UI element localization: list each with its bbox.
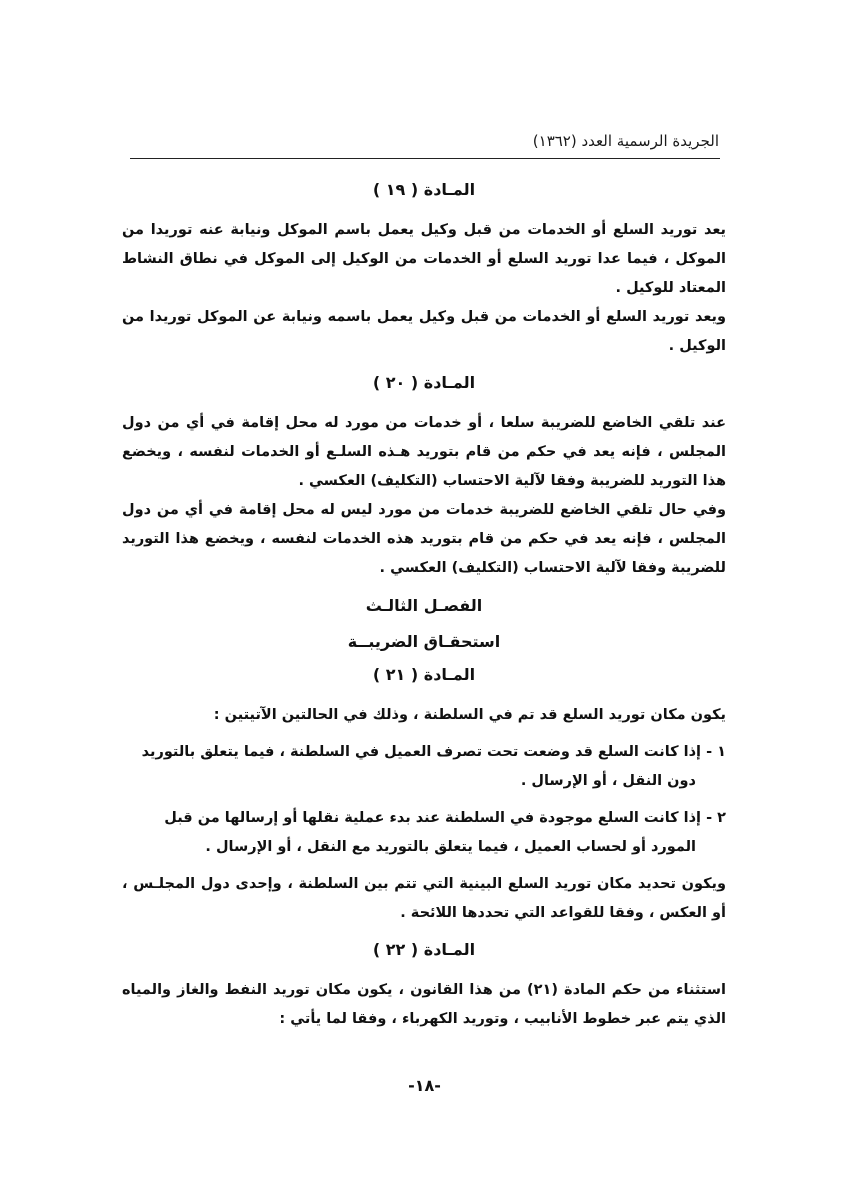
gazette-header: الجريدة الرسمية العدد (١٣٦٢) <box>532 132 719 150</box>
article-21-item-2-continuation: المورد أو لحساب العميل ، فيما يتعلق بالتوريد مع النقل ، أو الإرسال . <box>205 839 696 855</box>
article-21-item-1-text: ١ - إذا كانت السلع قد وضعت تحت تصرف العميل في السلطنة ، فيما يتعلق بالتوريد <box>141 744 726 760</box>
header-divider <box>130 158 720 159</box>
article-21-item-2 <box>122 804 726 862</box>
article-20-paragraph-2: وفي حال تلقي الخاضع للضريبة خدمات من مورد ليس له محل إقامة في أي من دول المجلس ، فإنه يعد في حكم من قام بتوريد هذه الخدمات لنفسه ، ويخضع هذا التوريد للضريبة وفقا لآلية الاحتساب (التكليف) العكسي . <box>122 502 726 576</box>
article-19-title: المـادة ( ١٩ ) <box>372 180 476 199</box>
article-19-paragraph-2: ويعد توريد السلع أو الخدمات من قبل وكيل يعمل باسمه ونيابة عن الموكل توريدا من الوكيل . <box>122 309 726 354</box>
article-21-title: المـادة ( ٢١ ) <box>372 665 476 684</box>
article-22-title: المـادة ( ٢٢ ) <box>372 940 476 959</box>
article-21-item-1 <box>122 738 726 796</box>
page-number: -١٨- <box>408 1076 441 1095</box>
article-20-paragraph-1: عند تلقي الخاضع للضريبة سلعا ، أو خدمات من مورد له محل إقامة في أي من دول المجلس ، فإنه يعد في حكم من قام بتوريد هـذه السلـع أو الخدمات لنفسه ، ويخضع هذا التوريد للضريبة وفقا لآلية الاحتساب (التكليف) العكسي . <box>122 415 726 489</box>
article-21-final-paragraph: ويكون تحديد مكان توريد السلع البينية التي تتم بين السلطنة ، وإحدى دول المجلـس ، أو العكس ، وفقا للقواعد التي تحددها اللائحة . <box>122 876 726 921</box>
chapter-3-subtitle: استحقـاق الضريبــة <box>347 632 501 651</box>
article-21-intro: يكون مكان توريد السلع قد تم في السلطنة ، وذلك في الحالتين الآتيتين : <box>213 707 726 723</box>
page-content <box>122 172 726 1042</box>
article-22-paragraph-1: استثناء من حكم المادة (٢١) من هذا القانون ، يكون مكان توريد النفط والغاز والمياه الذي يتم عبر خطوط الأنابيب ، وتوريد الكهرباء ، وفقا لما يأتي : <box>122 982 726 1027</box>
article-21-item-2-text: ٢ - إذا كانت السلع موجودة في السلطنة عند بدء عملية نقلها أو إرسالها من قبل <box>164 810 726 826</box>
article-20-title: المـادة ( ٢٠ ) <box>372 373 476 392</box>
article-19-paragraph-1: يعد توريد السلع أو الخدمات من قبل وكيل يعمل باسم الموكل ونيابة عنه توريدا من الموكل ، فيما عدا توريد السلع أو الخدمات من الوكيل إلى الموكل في نطاق النشاط المعتاد للوكيل . <box>122 222 726 296</box>
article-21-item-1-continuation: دون النقل ، أو الإرسال . <box>520 773 696 789</box>
chapter-3-title: الفصـل الثالـث <box>365 596 483 615</box>
